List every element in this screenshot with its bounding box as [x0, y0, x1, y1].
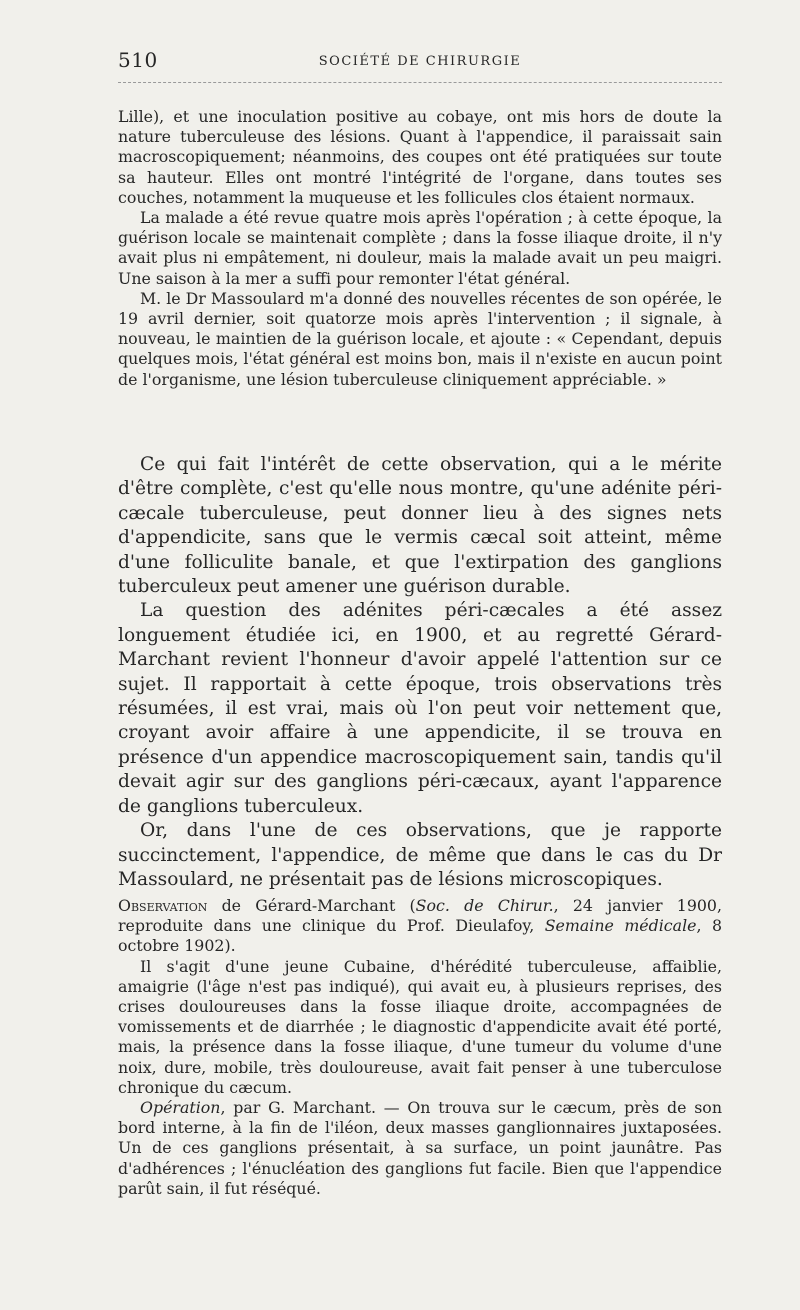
main-text-block: [118, 453, 722, 892]
paragraph: Il s'agit d'une jeune Cubaine, d'hérédité tuberculeuse, affaiblie, amaigrie (l'âge n'est pas indiqué), qui avait eu, à plusieurs reprises, des crises douloureuses dans la fosse iliaque droite, accompagnées de vomissements et de diarrhée ; le diagnostic d'appendicite avait été porté, mais, la présence dans la fosse iliaque, d'une tumeur du volume d'une noix, dure, mobile, très douloureuse, avait fait penser à une tuberculose chronique du cæcum.: [118, 956, 722, 1097]
citation-text: de Gérard-Marchant (: [207, 896, 416, 915]
running-title: SOCIÉTÉ DE CHIRURGIE: [318, 54, 522, 69]
operation-text: , par G. Marchant. — On trouva sur le cæcum, près de son bord interne, à la fin de l'iléon, deux masses ganglionnaires juxtaposées. Un de ces ganglions présentait, à sa surface, un point jaunâtre. Pas d'adhérences ; l'énucléation des ganglions fut facile. Bien que l'appendice parût sain, il fut réséqué.: [118, 1098, 722, 1198]
page-header: [118, 48, 722, 78]
quoted-case-block: [118, 107, 722, 390]
citation-journal: Soc. de Chirur.: [415, 896, 554, 915]
header-rule: [118, 82, 722, 83]
paragraph: Or, dans l'une de ces observations, que je rapporte succinctement, l'appendice, de même que dans le cas du Dr Massoulard, ne présentait pas de lésions microscopiques.: [118, 820, 722, 890]
paragraph: M. le Dr Massoulard m'a donné des nouvelles récentes de son opérée, le 19 avril dernier, soit quatorze mois après l'intervention ; il signale, à nouveau, le maintien de la guérison locale, et ajoute : « Cependant, depuis quelques mois, l'état général est moins bon, mais il n'existe en aucun point de l'organisme, une lésion tuberculeuse cliniquement appréciable. »: [118, 288, 722, 389]
observation-block: [118, 896, 722, 1199]
citation-journal: Semaine médicale: [544, 916, 697, 936]
operation-paragraph: [118, 1098, 722, 1199]
paragraph: Ce qui fait l'intérêt de cette observation, qui a le mérite d'être complète, c'est qu'elle nous montre, qu'une adénite péri-cæcale tuberculeuse, peut donner lieu à des signes nets d'appendicite, sans que le vermis cæcal soit atteint, même d'une folliculite banale, et que l'extirpation des ganglions tuberculeux peut amener une guérison durable.: [118, 454, 722, 598]
page-number: 510: [118, 48, 158, 72]
observation-label: Observation: [118, 896, 208, 915]
observation-citation: [118, 896, 722, 957]
citation-text: , 24 janvier 1900, reproduite dans une clinique du Prof. Dieulafoy,: [118, 896, 722, 936]
paragraph: La malade a été revue quatre mois après l'opération ; à cette époque, la guérison locale se maintenait complète ; dans la fosse iliaque droite, il n'y avait plus ni empâtement, ni douleur, mais la malade avait un peu maigri. Une saison à la mer a suffi pour remonter l'état général.: [118, 208, 722, 288]
paragraph: La question des adénites péri-cæcales a été assez longuement étudiée ici, en 1900, et au regretté Gérard-Marchant revient l'honneur d'avoir appelé l'attention sur ce sujet. Il rapportait à cette époque, trois observations très résumées, il est vrai, mais où l'on peut voir nettement que, croyant avoir affaire à une appendicite, il se trouva en présence d'un appendice macroscopiquement sain, tandis qu'il devait agir sur des ganglions péri-cæcaux, ayant l'apparence de ganglions tuberculeux.: [118, 600, 722, 817]
operation-label: Opération: [140, 1098, 221, 1118]
citation-text: , 8 octobre 1902).: [118, 916, 722, 956]
paragraph: Lille), et une inoculation positive au cobaye, ont mis hors de doute la nature tuberculeuse des lésions. Quant à l'appendice, il paraissait sain macroscopiquement; néanmoins, des coupes ont été pratiquées sur toute sa hauteur. Elles ont montré l'intégrité de l'organe, dans toutes ses couches, notamment la muqueuse et les follicules clos étaient normaux.: [118, 107, 722, 207]
